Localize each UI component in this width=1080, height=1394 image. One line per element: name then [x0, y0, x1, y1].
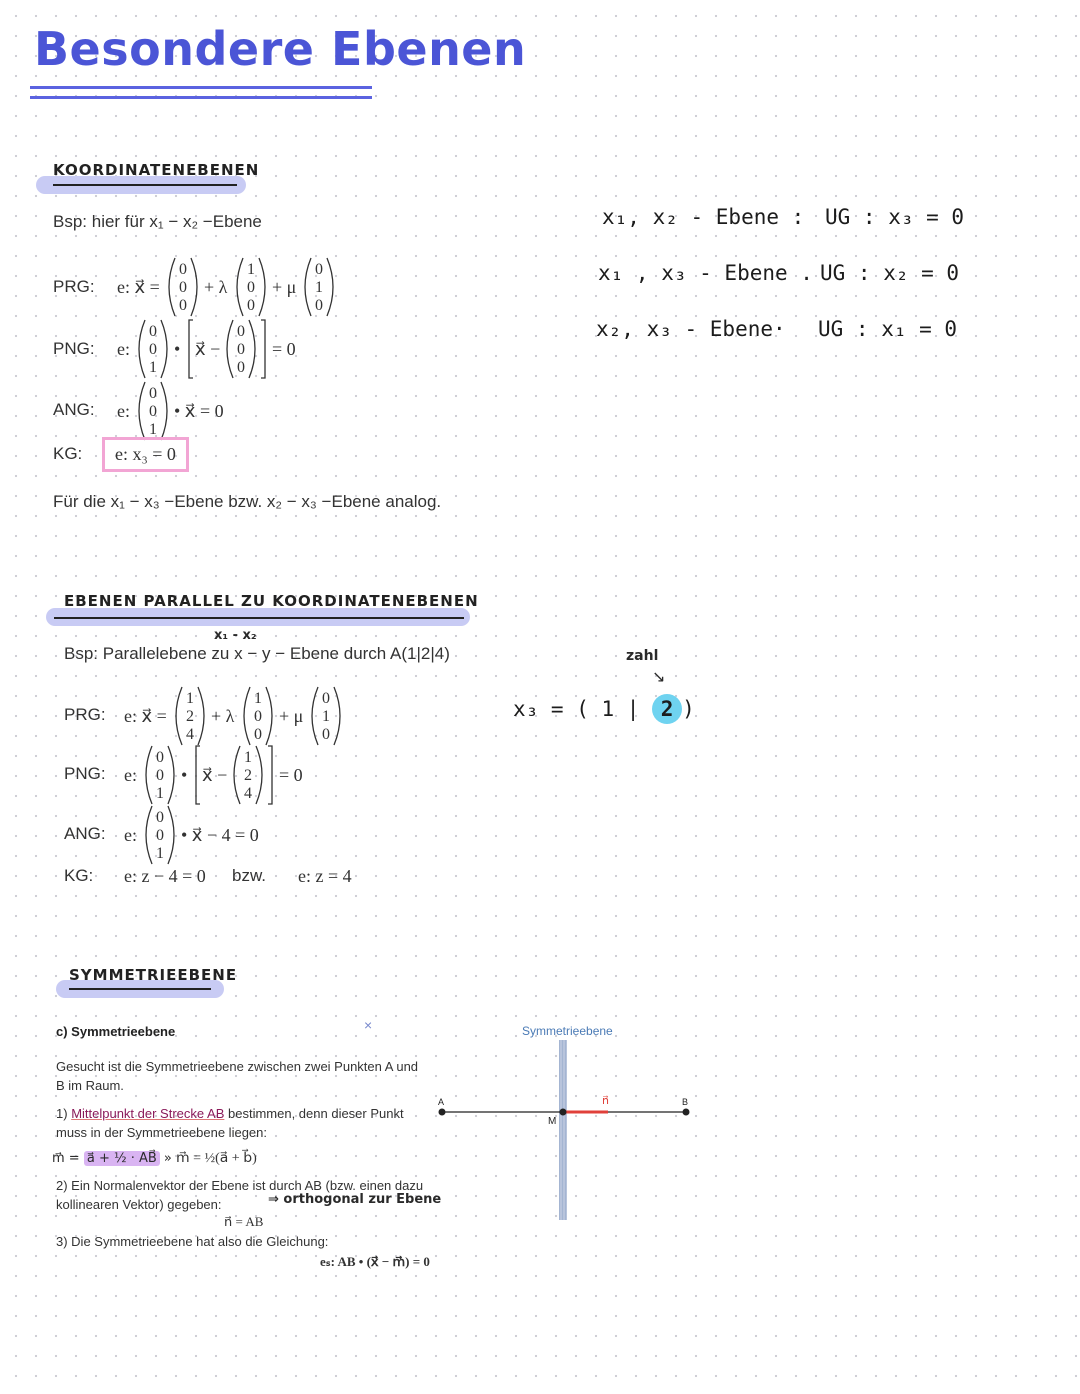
s3-step2-note: ⇒ orthogonal zur Ebene [268, 1192, 442, 1207]
s1-kg-label: KG: [53, 444, 83, 463]
s3-step1 [56, 1104, 416, 1142]
svg-text:4: 4 [244, 785, 252, 802]
s2-side-eq-text: x₃ = ( 1 | [513, 697, 653, 721]
svg-text:0: 0 [156, 809, 164, 826]
s3-step1-rest: bestimmen, denn dieser Punkt muss in der Symmetrieebene liegen: [56, 1106, 404, 1140]
right-row-1-ug: UG : x₃ = 0 [825, 205, 965, 229]
s2-side-highlight: 2 [652, 694, 682, 724]
s3-intro: Gesucht ist die Symmetrieebene zwischen zwei Punkten A und B im Raum. [56, 1059, 419, 1093]
svg-text:0: 0 [179, 261, 187, 278]
point-a-dot [439, 1109, 446, 1116]
svg-text:0: 0 [315, 261, 323, 278]
section2-heading-underline [54, 617, 464, 619]
s2-handwritten-note: x₁ - x₂ [214, 628, 257, 643]
section3-heading: SYMMETRIEEBENE [69, 966, 238, 984]
svg-text:0: 0 [315, 297, 323, 314]
s1-png-equation [115, 316, 315, 386]
s1-kg-equation: e: x₃ = 0 [102, 437, 189, 472]
svg-text:0: 0 [254, 708, 262, 725]
s2-ang-label: ANG: [64, 824, 106, 843]
s2-png-label: PNG: [64, 764, 106, 783]
svg-text:= 0: = 0 [279, 765, 303, 785]
svg-text:0: 0 [149, 385, 157, 402]
svg-text:0: 0 [156, 767, 164, 784]
title-underline-1 [30, 86, 372, 89]
point-b-label: B [682, 1097, 689, 1107]
s1-ang-label: ANG: [53, 400, 95, 419]
svg-text:1: 1 [244, 749, 252, 766]
svg-text:0: 0 [322, 690, 330, 707]
svg-text:e:: e: [124, 825, 137, 845]
right-row-2-plane: x₁ , x₃ - Ebene . [598, 261, 813, 285]
s2-kg-label: KG: [64, 866, 94, 885]
s3-step2: 2) Ein Normalenvektor der Ebene ist durch AB (bzw. einen dazu kollinearen Vektor) gegeben: [56, 1178, 424, 1212]
vector-n-label: n⃗ [602, 1095, 609, 1107]
svg-text:2: 2 [186, 708, 194, 725]
svg-text:2: 2 [244, 767, 252, 784]
s3-diagram-svg [430, 1038, 700, 1228]
s2-side-close: ) [682, 697, 695, 721]
s2-side-arrow: ↘ [652, 667, 666, 686]
svg-text:x⃗ −: x⃗ − [202, 765, 228, 785]
svg-text:1: 1 [315, 279, 323, 296]
svg-text:0: 0 [247, 297, 255, 314]
symmetry-plane [559, 1040, 567, 1220]
svg-text:+ μ: + μ [279, 706, 304, 726]
title-underline-2 [30, 96, 372, 99]
svg-text:4: 4 [186, 726, 194, 743]
s3-hand-arrow: » [163, 1151, 172, 1166]
svg-text:+ μ: + μ [272, 277, 297, 297]
s1-prg-label: PRG: [53, 277, 95, 296]
s3-hand-m: m⃗ = [52, 1151, 80, 1166]
svg-text:0: 0 [237, 323, 245, 340]
s3-hand-highlight: a⃗ + ½ · AB⃗ [84, 1151, 160, 1166]
point-m-dot [560, 1109, 567, 1116]
right-row-1-plane: x₁, x₂ - Ebene : [602, 205, 805, 229]
right-row-3-plane: x₂, x₃ - Ebene· [596, 317, 786, 341]
s2-ang-equation [122, 802, 292, 872]
svg-text:0: 0 [149, 341, 157, 358]
s3-es-formula: eₛ: AB • (x⃗ − m⃗) = 0 [320, 1254, 430, 1269]
section1-example: Bsp: hier für x₁ − x₂ −Ebene [53, 212, 262, 231]
s3-n-formula: n⃗ = AB [224, 1214, 264, 1229]
s2-ang-svg [122, 802, 292, 868]
s2-prg-svg [122, 683, 362, 749]
s2-kg-equation-1: e: z − 4 = 0 [124, 866, 206, 886]
s3-m-formula: m⃗ = ½(a⃗ + b⃗) [176, 1151, 257, 1166]
s3-step3: 3) Die Symmetrieebene hat also die Gleichung: [56, 1234, 329, 1249]
s1-png-label: PNG: [53, 339, 95, 358]
svg-text:0: 0 [179, 279, 187, 296]
s2-png-svg [122, 742, 322, 808]
svg-text:1: 1 [156, 785, 164, 802]
svg-text:0: 0 [237, 359, 245, 376]
s3-diagram-title: Symmetrieebene [522, 1024, 613, 1038]
vec-paren-a [169, 258, 197, 316]
svg-text:0: 0 [156, 827, 164, 844]
s3-cross-mark: × [364, 1017, 373, 1033]
svg-text:e:: e: [117, 339, 130, 359]
s3-step1-highlight: Mittelpunkt der Strecke AB [71, 1106, 225, 1121]
section1-heading: KOORDINATENEBENEN [53, 161, 260, 179]
svg-text:1: 1 [149, 421, 157, 438]
svg-text:+ λ: + λ [204, 277, 228, 297]
right-row-2-ug: UG : x₂ = 0 [820, 261, 960, 285]
section3-heading-underline [69, 988, 211, 990]
section2-example: Bsp: Parallelebene zu x − y − Ebene durch A(1|2|4) [64, 644, 450, 663]
svg-text:e:: e: [117, 401, 130, 421]
s1-analog-note: Für die x₁ − x₃ −Ebene bzw. x₂ − x₃ −Ebene analog. [53, 492, 442, 511]
svg-text:• x⃗ − 4 = 0: • x⃗ − 4 = 0 [181, 825, 259, 845]
svg-text:0: 0 [149, 323, 157, 340]
s3-subheading: c) Symmetrieebene [56, 1024, 176, 1039]
svg-text:0: 0 [179, 297, 187, 314]
svg-text:0: 0 [322, 726, 330, 743]
s2-kg-equation-2: e: z = 4 [298, 866, 352, 886]
s2-prg-label: PRG: [64, 705, 106, 724]
svg-text:1: 1 [156, 845, 164, 862]
vec-paren-b [237, 258, 265, 316]
svg-text:1: 1 [247, 261, 255, 278]
svg-text:1: 1 [186, 690, 194, 707]
s3-step1-num: 1) [56, 1106, 68, 1121]
svg-text:= 0: = 0 [272, 339, 296, 359]
svg-text:1: 1 [254, 690, 262, 707]
s3-hand-formula [52, 1150, 257, 1167]
svg-text:0: 0 [247, 279, 255, 296]
s2-kg-bzw: bzw. [232, 866, 267, 885]
svg-text:e:: e: [124, 765, 137, 785]
s1-png-svg [115, 316, 315, 382]
vec-paren-c [305, 258, 333, 316]
svg-text:• x⃗ = 0: • x⃗ = 0 [174, 401, 224, 421]
svg-text:1: 1 [322, 708, 330, 725]
s1-ang-svg [115, 378, 255, 444]
section1-heading-underline [53, 184, 237, 186]
right-row-3-ug: UG : x₁ = 0 [818, 317, 958, 341]
svg-text:0: 0 [156, 749, 164, 766]
svg-text:x⃗ −: x⃗ − [195, 339, 221, 359]
point-m-label: M [548, 1116, 557, 1127]
svg-text:+ λ: + λ [211, 706, 235, 726]
point-b-dot [683, 1109, 690, 1116]
svg-text:e: x⃗ =: e: x⃗ = [124, 706, 167, 726]
s2-side-equation [513, 694, 695, 724]
svg-text:0: 0 [254, 726, 262, 743]
svg-text:0: 0 [149, 403, 157, 420]
s3-diagram [430, 1038, 700, 1232]
section2-heading: EBENEN PARALLEL ZU KOORDINATENEBENEN [64, 592, 479, 610]
page-title: Besondere Ebenen [34, 22, 527, 76]
s2-side-note: zahl [626, 648, 659, 664]
s1-prg-equation [115, 254, 355, 324]
svg-text:0: 0 [237, 341, 245, 358]
svg-text:•: • [174, 339, 181, 359]
s1-prg-svg [115, 254, 355, 320]
svg-text:1: 1 [149, 359, 157, 376]
s1-prg-eq: e: x⃗ = [117, 277, 160, 297]
svg-text:•: • [181, 765, 188, 785]
point-a-label: A [438, 1097, 445, 1107]
